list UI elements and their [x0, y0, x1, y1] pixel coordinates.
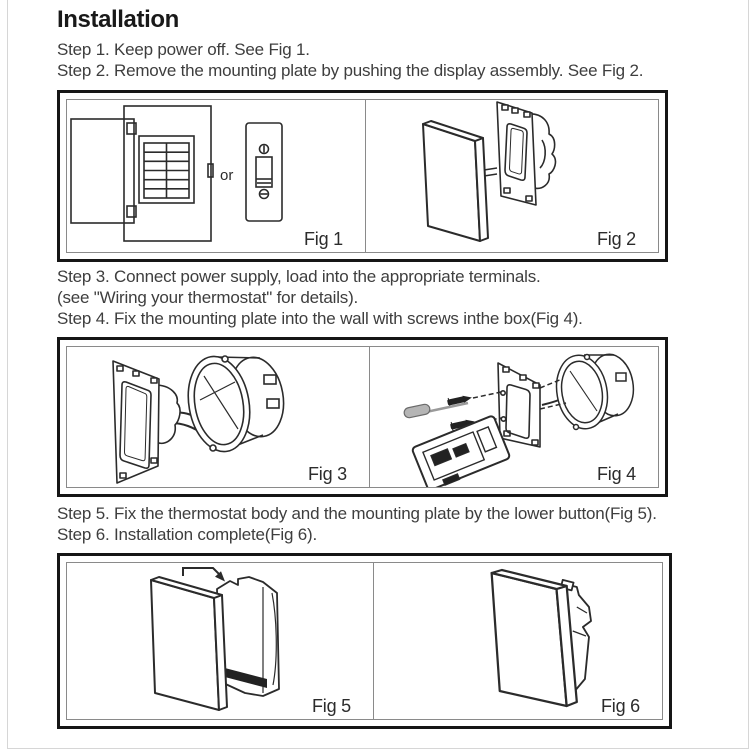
step-3-note-text: (see "Wiring your thermostat" for details).	[57, 288, 359, 307]
display-panel	[492, 570, 577, 706]
step-3-text: Step 3. Connect power supply, load into the appropriate terminals.	[57, 267, 541, 286]
figure-box-1-inner	[66, 99, 659, 253]
release-clips	[484, 168, 497, 176]
step-4-text: Step 4. Fix the mounting plate into the wall with screws inthe box(Fig 4).	[57, 309, 583, 328]
step-1-text: Step 1. Keep power off. See Fig 1.	[57, 40, 310, 59]
or-label: or	[220, 167, 234, 184]
step-2-text: Step 2. Remove the mounting plate by pushing the display assembly. See Fig 2.	[57, 61, 644, 80]
wall-switch	[246, 123, 282, 221]
fig4-cell	[370, 347, 658, 487]
fig2-label: Fig 2	[596, 229, 636, 249]
step-6-text: Step 6. Installation complete(Fig 6).	[57, 525, 318, 544]
fig6-label: Fig 6	[600, 696, 640, 716]
figure-box-3-inner	[66, 562, 663, 720]
fig5-label: Fig 5	[311, 696, 351, 716]
figure-box-2-inner	[66, 346, 659, 488]
fig2-cell	[366, 100, 658, 252]
screwdriver	[403, 403, 468, 419]
figure-box-2	[57, 337, 668, 497]
fig3-label: Fig 3	[307, 464, 347, 484]
breaker-panel	[71, 106, 213, 241]
figure-box-1	[57, 90, 668, 262]
fig4-label: Fig 4	[596, 464, 636, 484]
figure-box-3	[57, 553, 672, 729]
wall-box	[551, 351, 638, 433]
mounting-plate	[113, 361, 159, 483]
display-panel	[423, 121, 488, 241]
page-title: Installation	[57, 6, 179, 33]
mounting-plate	[497, 102, 536, 205]
fig1-cell	[67, 100, 366, 252]
fig5-cell	[67, 563, 374, 719]
wall-box	[181, 352, 289, 457]
display-panel	[151, 577, 227, 710]
push-arrow	[183, 568, 225, 582]
fig1-label: Fig 1	[303, 229, 343, 249]
step-5-text: Step 5. Fix the thermostat body and the mounting plate by the lower button(Fig 5).	[57, 504, 657, 523]
fig6-cell	[374, 563, 662, 719]
fig3-cell	[67, 347, 370, 487]
mounting-plate	[498, 363, 540, 447]
